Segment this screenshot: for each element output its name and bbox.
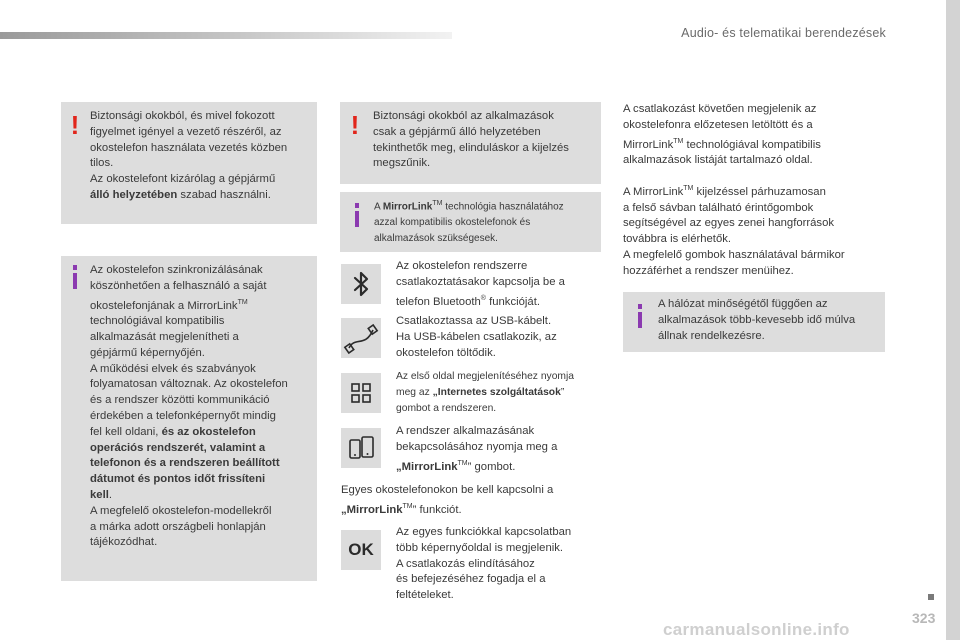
mirrorlink-icon-box [341,428,381,468]
page-number: 323 [912,610,936,626]
warning-icon: ! [70,110,80,140]
mirrorlink-function-note: Egyes okostelefonokon be kell kapcsolni a „MirrorLink™” funkciót. [341,484,554,516]
warning-text: Biztonsági okokból, és mivel fokozott figyelmet igényel a vezető részéről, az okostelefon használata vezetés közben tilos. Az okostelefont kizárólag a gépjármű álló helyzetében szabad használni. [90,110,288,201]
ok-button-icon-box [341,530,381,570]
page-header-title: Audio- és telematikai berendezések [681,26,886,40]
middle-info-box [340,192,601,252]
ok-label: OK [348,540,374,559]
right-info-box [623,292,885,352]
bluetooth-icon-box [341,264,381,304]
info-text: A MirrorLink™ technológia használatához azzal kompatibilis okostelefonok és alkalmazások szükségesek. [374,200,564,245]
mirrorlink-phone-icon [341,428,381,468]
step-bluetooth-text: Az okostelefon rendszerre csatlakoztatásakor kapcsolja be a telefon Bluetooth® funkcióját. [396,260,565,308]
grid-apps-icon [341,373,381,413]
step-ok-text: Az egyes funkciókkal kapcsolatban több képernyőoldal is megjelenik. A csatlakozás elindításához és befejezéséhez fogadja el a feltételeket. [396,526,572,602]
left-info-box [61,256,317,581]
step-mirrorlink-text: A rendszer alkalmazásának bekapcsolásához nyomja meg a „MirrorLink™” gombot. [396,425,558,473]
info-text: Az okostelefon szinkronizálásának köszönhetően a felhasználó a saját okostelefonjának a MirrorLink™ technológiával kompatibilis alkalmazását megjelenítheti a gépjármű képernyőjén. A működési elvek és szabványok folyamatosan változnak. Az okostelefon és a rendszer közötti kommunikáció érdekében a telefonképernyőt mindig fel kell oldani, és az okostelefon operációs rendszerét, valamint a telefonon és a rendszeren beállított dátumot és pontos időt frissíteni kell. A megfelelő okostelefon-modellekről a márka adott országbeli honlapján tájékozódhat. [90,264,288,549]
warning-icon: ! [350,110,360,140]
right-paragraph-2: A MirrorLink™ kijelzéssel párhuzamosan a felső sávban található érintőgombok segítségével az egyes zenei hangforrások továbbra is elérhetők. A megfelelő gombok használatával bármikor hozzáférhet a rendszer menüihez. [623,185,845,277]
usb-cable-icon [341,318,381,358]
info-text: A hálózat minőségétől függően az alkalmazások több-kevesebb idő múlva állnak rendelkezésre. [658,298,856,342]
usb-cable-icon-box [341,318,381,358]
step-usb-text: Csatlakoztassa az USB-kábelt. Ha USB-kábelen csatlakozik, az okostelefon töltődik. [396,315,557,359]
bluetooth-icon [341,264,381,304]
warning-text: Biztonsági okokból az alkalmazások csak a gépjármű álló helyzetében tekinthetők meg, elinduláskor a kijelzés megszűnik. [373,110,569,170]
page-marker [928,594,934,600]
header-rule [0,32,452,39]
side-strip [946,0,960,640]
middle-warning-box [340,102,601,184]
step-internet-text: Az első oldal megjelenítéséhez nyomja meg az „Internetes szolgáltatások” gombot a rendszeren. [396,371,575,414]
right-paragraph-1: A csatlakozást követően megjelenik az okostelefonra előzetesen letöltött és a MirrorLink™ technológiával kompatibilis alkalmazások listáját tartalmazó oldal. [623,103,821,167]
watermark: carmanualsonline.info [663,620,850,639]
left-warning-box [61,102,317,224]
internet-services-icon-box [341,373,381,413]
